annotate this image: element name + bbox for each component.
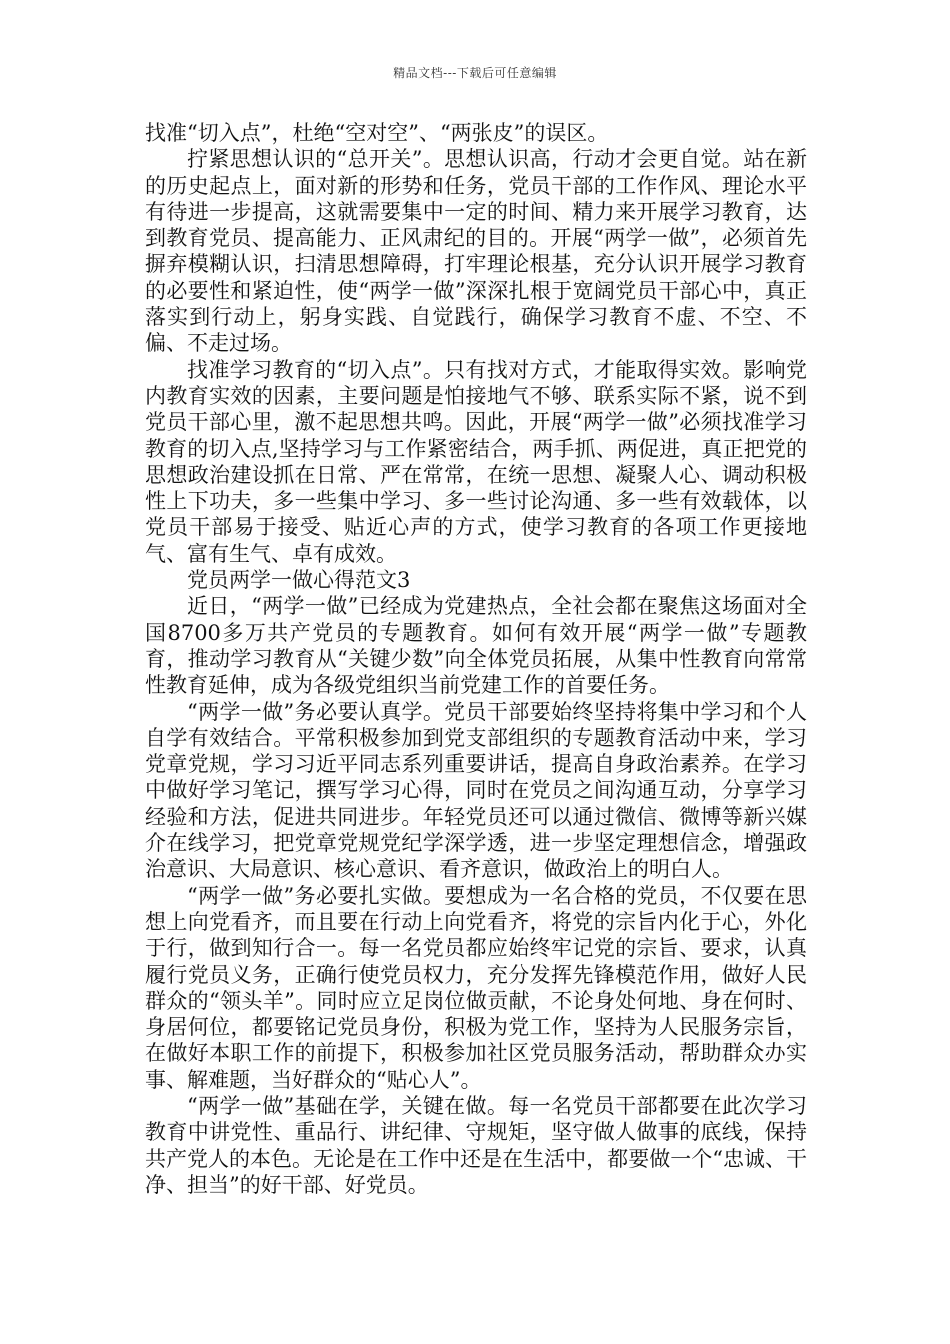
page-header: 精品文档---下载后可任意编辑 [393, 66, 557, 80]
paragraph: “两学一做”基础在学，关键在做。每一名党员干部都要在此次学习教育中讲党性、重品行、讲纪律、守规矩，坚守做人做事的底线，保持共产党人的本色。无论是在工作中还是在生活中，都要做一个“忠诚、干净、担当”的好干部、好党员。 [145, 1093, 807, 1197]
section-heading: 党员两学一做心得范文3 [187, 568, 411, 593]
paragraph: 找准学习教育的“切入点”。只有找对方式，才能取得实效。影响党内教育实效的因素，主要问题是怕接地气不够、联系实际不紧，说不到党员干部心里，激不起思想共鸣。因此，开展“两学一做”必须找准学习教育的切入点,坚持学习与工作紧密结合，两手抓、两促进，真正把党的思想政治建设抓在日常、严在常常，在统一思想、凝聚人心、调动积极性上下功夫，多一些集中学习、多一些讨论沟通、多一些有效载体，以党员干部易于接受、贴近心声的方式，使学习教育的各项工作更接地气、富有生气、卓有成效。 [145, 357, 807, 566]
paragraph: 近日，“两学一做”已经成为党建热点，全社会都在聚焦这场面对全国8700多万共产党员的专题教育。如何有效开展“两学一做”专题教育，推动学习教育从“关键少数”向全体党员拓展，从集中性教育向常常性教育延伸，成为各级党组织当前党建工作的首要任务。 [145, 594, 807, 698]
paragraph: “两学一做”务必要认真学。党员干部要始终坚持将集中学习和个人自学有效结合。平常积极参加到党支部组织的专题教育活动中来，学习党章党规，学习习近平同志系列重要讲话，提高自身政治素养。在学习中做好学习笔记，撰写学习心得，同时在党员之间沟通互动，分享学习经验和方法，促进共同进步。年轻党员还可以通过微信、微博等新兴媒介在线学习，把党章党规党纪学深学透，进一步坚定理想信念，增强政治意识、大局意识、核心意识、看齐意识，做政治上的明白人。 [145, 699, 807, 882]
paragraph: “两学一做”务必要扎实做。要想成为一名合格的党员，不仅要在思想上向党看齐，而且要在行动上向党看齐，将党的宗旨内化于心，外化于行，做到知行合一。每一名党员都应始终牢记党的宗旨、要求，认真履行党员义务，正确行使党员权力，充分发挥先锋模范作用，做好人民群众的“领头羊”。同时应立足岗位做贡献，不论身处何地、身在何时、身居何位，都要铭记党员身份，积极为党工作，坚持为人民服务宗旨，在做好本职工作的前提下，积极参加社区党员服务活动，帮助群众办实事、解难题，当好群众的“贴心人”。 [145, 883, 807, 1092]
document-body [145, 120, 807, 1198]
paragraph: 拧紧思想认识的“总开关”。思想认识高，行动才会更自觉。站在新的历史起点上，面对新的形势和任务，党员干部的工作作风、理论水平有待进一步提高，这就需要集中一定的时间、精力来开展学习教育，达到教育党员、提高能力、正风肃纪的目的。开展“两学一做”，必须首先摒弃模糊认识，扫清思想障碍，打牢理论根基，充分认识开展学习教育的必要性和紧迫性，使“两学一做”深深扎根于宽阔党员干部心中，真正落实到行动上，躬身实践、自觉践行，确保学习教育不虚、不空、不偏、不走过场。 [145, 147, 807, 356]
paragraph: 找准“切入点”，杜绝“空对空”、“两张皮”的误区。 [145, 121, 609, 145]
